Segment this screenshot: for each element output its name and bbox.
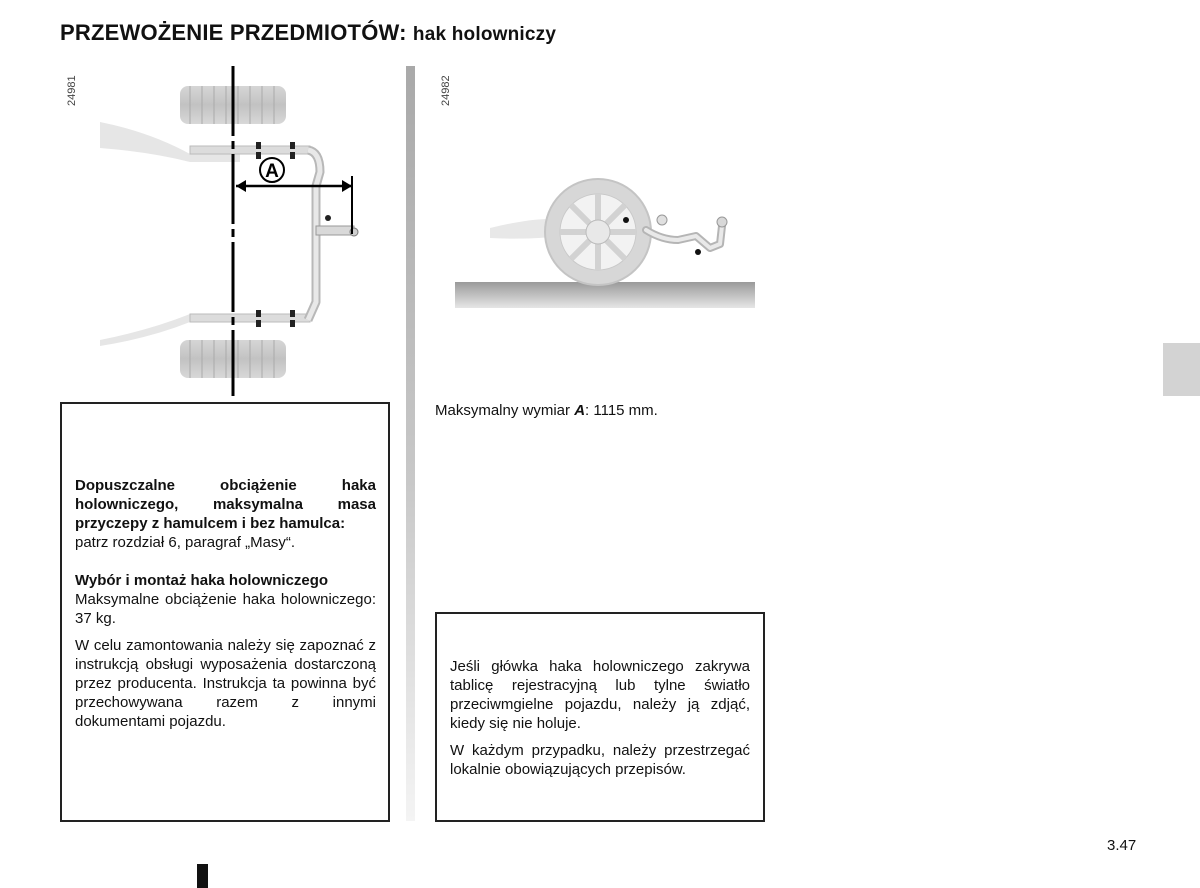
page-title bbox=[60, 20, 556, 46]
towbar-side-view-figure bbox=[450, 164, 760, 314]
towball-removal-text: Jeśli główka haka holowniczego zakrywa tablicę rejestracyjną lub tylne światło przeciwmgielne pojazdu, należy ją zdjąć, kiedy się nie holuje. bbox=[450, 658, 750, 732]
caption-variable: A bbox=[574, 402, 586, 419]
title-main: PRZEWOŻENIE PRZEDMIOTÓW: bbox=[60, 20, 407, 45]
caption-value: : 1115 mm. bbox=[585, 402, 658, 419]
title-sub: hak holowniczy bbox=[412, 24, 557, 45]
column-divider bbox=[406, 66, 415, 821]
page-number: 3.47 bbox=[1107, 837, 1137, 854]
max-dimension-caption bbox=[435, 402, 658, 419]
dimension-marker-label: A bbox=[265, 161, 279, 182]
max-hook-load-text: Maksymalne obciążenie haka holowniczego: 37 kg. bbox=[75, 591, 376, 627]
towball-removal-note-box bbox=[435, 612, 765, 822]
figure-ref-right: 24982 bbox=[440, 75, 452, 106]
towbar-top-view-figure bbox=[90, 62, 390, 400]
chapter-tab bbox=[1163, 343, 1200, 396]
max-load-reference: patrz rozdział 6, paragraf „Masy“. bbox=[75, 534, 296, 551]
towbar-load-info-box bbox=[60, 402, 390, 822]
installation-instructions-text: W celu zamontowania należy się zapoznać z instrukcją obsługi wyposażenia dostarczoną przez producenta. Instrukcja ta powinna być przechowywana razem z innymi dokumentami pojazdu. bbox=[75, 637, 376, 730]
wheel-side bbox=[545, 179, 651, 285]
figure-ref-left: 24981 bbox=[66, 75, 78, 106]
print-mark bbox=[197, 864, 208, 888]
selection-heading: Wybór i montaż haka holowniczego bbox=[75, 572, 329, 589]
max-load-heading: Dopuszczalne obciążenie haka holowniczego, maksymalna masa przyczepy z hamulcem i bez hamulca: bbox=[75, 477, 376, 532]
caption-prefix: Maksymalny wymiar bbox=[435, 402, 575, 419]
local-regulations-text: W każdym przypadku, należy przestrzegać lokalnie obowiązujących przepisów. bbox=[450, 742, 750, 778]
